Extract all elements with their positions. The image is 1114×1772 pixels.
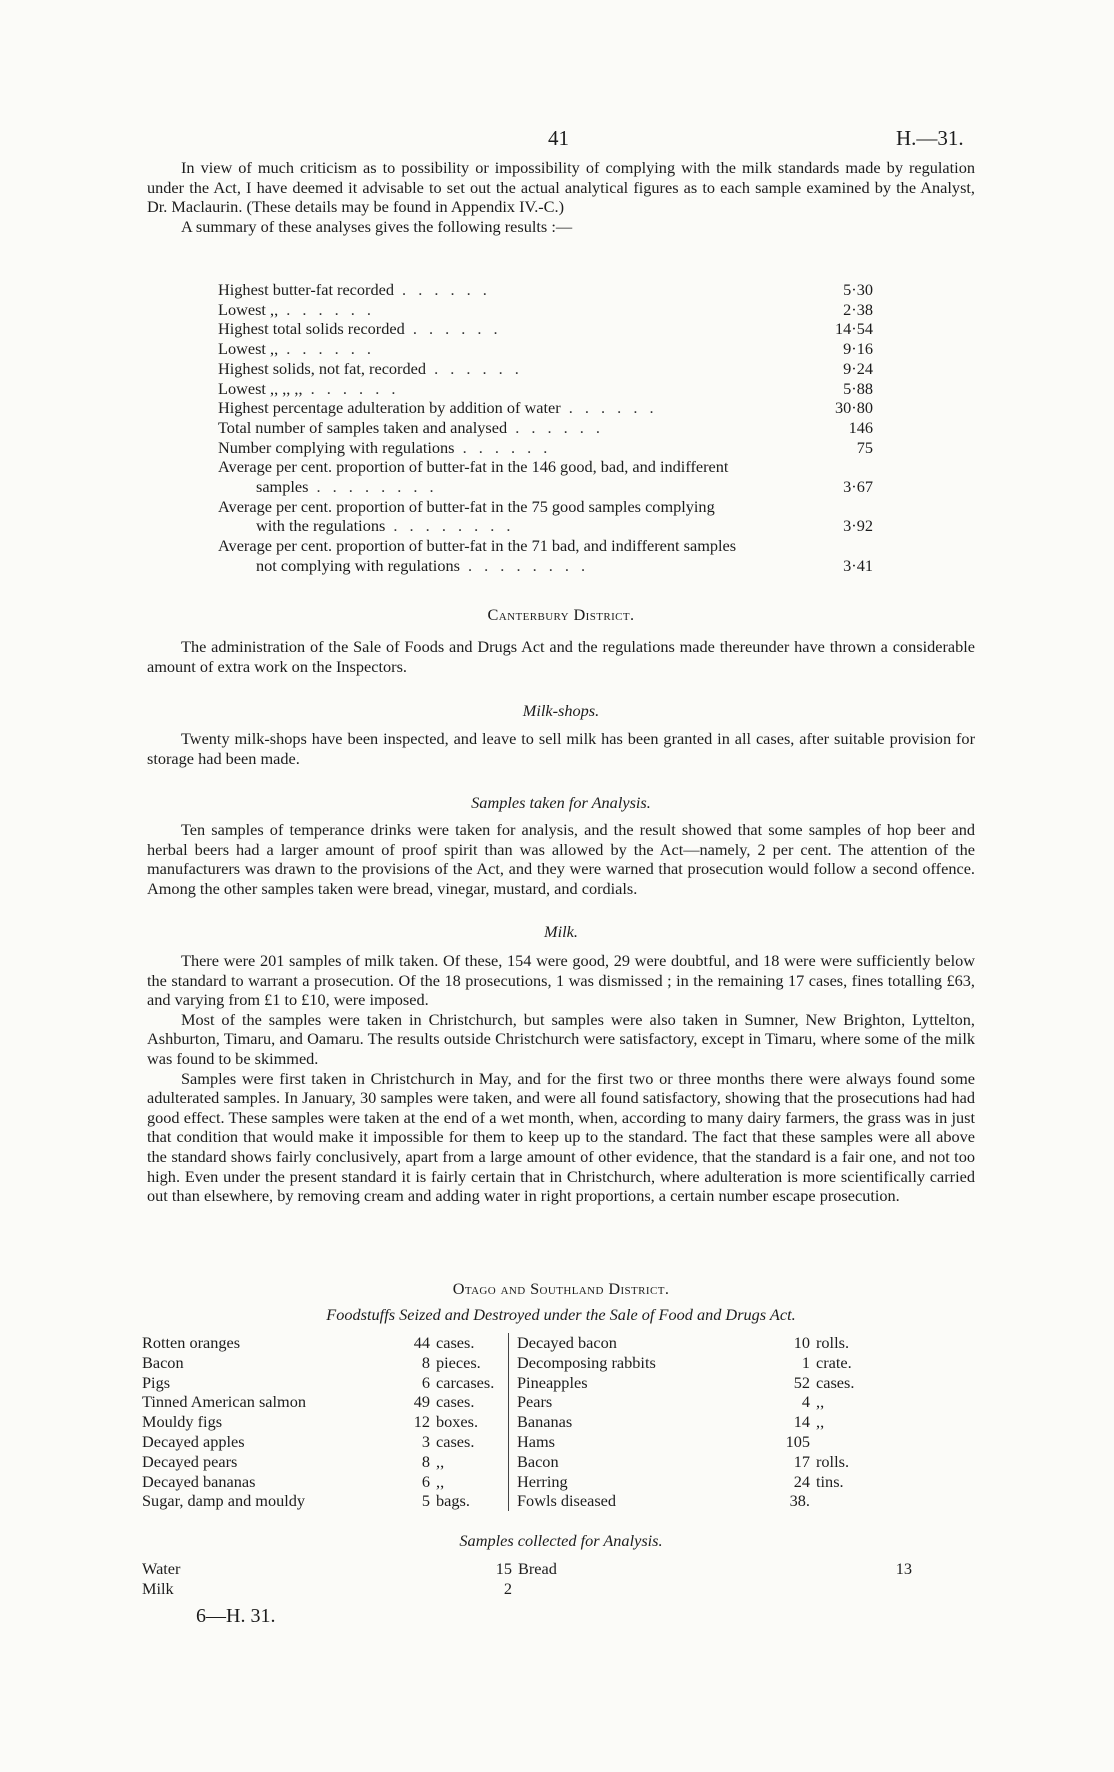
- summary-row: [218, 398, 873, 418]
- item-qty: 5: [421, 1491, 430, 1511]
- leader-dots: . . . . . .: [560, 398, 658, 418]
- item-qty: 24: [793, 1471, 810, 1491]
- summary-label-cont: [218, 516, 821, 536]
- document-reference: H.—31.: [896, 126, 964, 150]
- item-unit: carcases.: [436, 1372, 495, 1392]
- summary-label: Average per cent. proportion of butter-fat in the 75 good samples complying: [218, 496, 715, 516]
- summary-row: [218, 280, 873, 300]
- summary-row: [218, 418, 873, 438]
- milkshops-section: [147, 729, 975, 768]
- summary-row: [218, 359, 873, 379]
- summary-label-text: not complying with regulations: [256, 555, 460, 575]
- item-unit: ,,: [436, 1471, 445, 1491]
- summary-row: [218, 497, 873, 517]
- item-qty: 17: [793, 1451, 810, 1471]
- summary-row: [218, 339, 873, 359]
- leader-dots: . . . . . . . .: [385, 516, 515, 536]
- sample-qty: [888, 1579, 912, 1599]
- summary-value: 9·16: [843, 339, 873, 359]
- item-unit: cases.: [816, 1372, 855, 1392]
- otago-subheading: Foodstuffs Seized and Destroyed under the Sale of Food and Drugs Act.: [326, 1305, 796, 1324]
- item-qty: 6: [421, 1471, 430, 1491]
- item-name: Pears: [509, 1392, 773, 1412]
- seized-row: [142, 1373, 866, 1393]
- otago-samples-heading: Samples collected for Analysis.: [459, 1531, 663, 1550]
- item-name: Bacon: [142, 1352, 184, 1372]
- leader-dots: . . . . . . . .: [459, 555, 590, 575]
- summary-label-text: Highest total solids recorded: [218, 319, 405, 339]
- item-qty: 4: [801, 1392, 810, 1412]
- canterbury-intro: [147, 637, 975, 676]
- summary-label: [218, 339, 821, 359]
- item-unit: crate.: [816, 1352, 852, 1372]
- item-name: Bananas: [509, 1412, 773, 1432]
- item-qty: 38.: [789, 1491, 810, 1511]
- item-unit: [816, 1491, 866, 1511]
- sample-row: [142, 1579, 912, 1599]
- seized-foodstuffs-table: [142, 1333, 866, 1511]
- item-unit: tins.: [816, 1471, 844, 1491]
- item-qty: 10: [793, 1333, 810, 1352]
- summary-label-text: Lowest ,, ,, ,,: [218, 378, 303, 398]
- item-name: Mouldy figs: [142, 1412, 223, 1432]
- analysis-summary-table: [218, 280, 873, 576]
- item-qty: 8: [421, 1352, 430, 1372]
- item-name: Pineapples: [509, 1373, 773, 1393]
- summary-label: Average per cent. proportion of butter-fat in the 71 bad, and indifferent samples: [218, 536, 737, 556]
- item-unit: boxes.: [436, 1412, 479, 1432]
- summary-value: 14·54: [835, 319, 873, 339]
- item-unit: cases.: [436, 1392, 475, 1412]
- summary-label: [218, 359, 821, 379]
- item-name: Fowls diseased: [509, 1491, 773, 1511]
- item-name: Herring: [509, 1472, 773, 1492]
- summary-value: 75: [856, 437, 873, 457]
- summary-value: 5·88: [843, 378, 873, 398]
- seized-row: [142, 1491, 866, 1511]
- summary-row: [218, 516, 873, 536]
- sample-name: Milk: [142, 1578, 174, 1598]
- summary-label-text: Lowest ,,: [218, 299, 279, 319]
- seized-row: [142, 1432, 866, 1452]
- sample-name: Bread: [518, 1559, 557, 1578]
- intro-section: [147, 158, 975, 236]
- item-name: Rotten oranges: [142, 1333, 241, 1352]
- summary-row: [218, 477, 873, 497]
- summary-label: [218, 398, 821, 418]
- item-qty: 6: [421, 1372, 430, 1392]
- leader-dots: . . . . . .: [393, 280, 491, 299]
- summary-label-text: Highest butter-fat recorded: [218, 280, 394, 299]
- item-name: Decayed bacon: [509, 1333, 773, 1353]
- item-qty: 49: [413, 1392, 430, 1412]
- summary-row: [218, 319, 873, 339]
- summary-row: [218, 556, 873, 576]
- item-qty: 14: [793, 1412, 810, 1432]
- milkshops-para: Twenty milk-shops have been inspected, and leave to sell milk has been granted in all cases, after suitable provision for storage had been made.: [147, 729, 975, 768]
- summary-value: 146: [848, 417, 873, 437]
- summary-label-text: with the regulations: [256, 516, 386, 536]
- item-unit: ,,: [436, 1451, 445, 1471]
- summary-value: 3·92: [843, 516, 873, 536]
- summary-value: 9·24: [843, 358, 873, 378]
- item-qty: 52: [793, 1372, 810, 1392]
- summary-lead: A summary of these analyses gives the following results :—: [181, 216, 573, 236]
- milk-section: [147, 951, 975, 1206]
- leader-dots: . . . . . .: [507, 417, 604, 437]
- summary-label: [218, 319, 821, 339]
- milk-heading: Milk.: [544, 922, 578, 941]
- item-qty: 8: [421, 1451, 430, 1471]
- summary-value: 30·80: [835, 398, 873, 418]
- summary-label: [218, 438, 821, 458]
- canterbury-heading: Canterbury District.: [487, 605, 635, 624]
- item-unit: cases.: [436, 1431, 475, 1451]
- item-name: Decomposing rabbits: [509, 1353, 773, 1373]
- item-unit: ,,: [816, 1392, 825, 1412]
- item-unit: bags.: [436, 1491, 470, 1511]
- item-qty: 105: [785, 1431, 810, 1451]
- samples-heading: Samples taken for Analysis.: [471, 793, 651, 812]
- summary-row: [218, 300, 873, 320]
- otago-heading: Otago and Southland District.: [452, 1279, 670, 1298]
- item-unit: ,,: [816, 1412, 825, 1432]
- sample-row: [142, 1559, 912, 1579]
- milkshops-heading: Milk-shops.: [522, 701, 600, 720]
- leader-dots: . . . . . .: [302, 378, 400, 398]
- leader-dots: . . . . . . . .: [308, 477, 438, 497]
- item-name: Pigs: [142, 1372, 171, 1392]
- seized-row: [142, 1333, 866, 1353]
- summary-label-text: Number complying with regulations: [218, 437, 455, 457]
- sample-name: Water: [142, 1559, 181, 1578]
- summary-value: 2·38: [843, 299, 873, 319]
- item-name: Bacon: [509, 1452, 773, 1472]
- milk-para-3: Samples were first taken in Christchurch in May, and for the first two or three months there were always found some adulterated samples. In January, 30 samples were taken, and were all found satisfactory, showing that the prosecutions had had good effect. These samples were taken at the end of a wet month, when, according to many dairy farmers, the grass was in just that condition that would make it impossible for them to keep up to the standard. The fact that these samples were all above the standard shows fairly conclusively, apart from a large amount of other evidence, that the standard is a fair one, and not too high. Even under the present standard it is fairly certain that in Christchurch, where adulteration is more scientifically carried out than elsewhere, by removing cream and adding water in right proportions, a certain number escape prosecution.: [147, 1068, 975, 1206]
- summary-label-text: Highest solids, not fat, recorded: [218, 358, 426, 378]
- item-qty: 44: [413, 1333, 430, 1352]
- item-name: Tinned American salmon: [142, 1392, 307, 1412]
- summary-label-cont: [218, 556, 821, 576]
- item-name: Sugar, damp and mouldy: [142, 1491, 306, 1511]
- item-name: Decayed apples: [142, 1431, 245, 1451]
- item-name: Decayed pears: [142, 1451, 238, 1471]
- leader-dots: . . . . . .: [426, 358, 523, 378]
- sample-qty: 13: [895, 1559, 912, 1578]
- item-unit: pieces.: [436, 1352, 481, 1372]
- page-number: 41: [548, 126, 569, 150]
- item-name: Hams: [509, 1432, 773, 1452]
- item-qty: 3: [421, 1431, 430, 1451]
- leader-dots: . . . . . .: [278, 339, 375, 359]
- summary-label-text: Highest percentage adulteration by addition of water: [218, 398, 561, 418]
- summary-label-text: Lowest ,,: [218, 339, 279, 359]
- summary-row: [218, 438, 873, 458]
- samples-para: Ten samples of temperance drinks were taken for analysis, and the result showed that some samples of hop beer and herbal beers had a larger amount of proof spirit than was allowed by the Act—namely, 2 per cent. The attention of the manufacturers was drawn to the provisions of the Act, and they were warned that prosecution would follow a second offence. Among the other samples taken were bread, vinegar, mustard, and cordials.: [147, 820, 975, 898]
- summary-label: [218, 300, 821, 320]
- intro-paragraph: In view of much criticism as to possibility or impossibility of complying with the milk standards made by regulation under the Act, I have deemed it advisable to set out the actual analytical figures as to each sample examined by the Analyst, Dr. Maclaurin. (These details may be found in Appendix IV.-C.): [147, 158, 975, 217]
- sample-qty: 15: [495, 1559, 512, 1578]
- samples-section: [147, 820, 975, 898]
- sample-name: [518, 1579, 888, 1599]
- footer-signature: 6—H. 31.: [196, 1605, 276, 1627]
- leader-dots: . . . . . .: [454, 437, 552, 457]
- summary-row: [218, 536, 873, 556]
- sample-qty: 2: [503, 1578, 512, 1598]
- item-unit: rolls.: [816, 1333, 850, 1352]
- item-qty: 12: [413, 1412, 430, 1432]
- seized-row: [142, 1392, 866, 1412]
- summary-label: [218, 280, 821, 300]
- seized-row: [142, 1452, 866, 1472]
- summary-label-text: Total number of samples taken and analysed: [218, 417, 508, 437]
- item-unit: rolls.: [816, 1451, 850, 1471]
- otago-samples-table: [142, 1559, 912, 1599]
- item-qty: 1: [801, 1352, 810, 1372]
- summary-value: 5·30: [843, 280, 873, 299]
- summary-label: [218, 418, 821, 438]
- summary-label: Average per cent. proportion of butter-fat in the 146 good, bad, and indifferent: [218, 457, 729, 477]
- summary-label: [218, 379, 821, 399]
- summary-value: 3·67: [843, 477, 873, 497]
- summary-row: [218, 457, 873, 477]
- summary-value: 3·41: [843, 555, 873, 575]
- summary-label-text: samples: [256, 477, 309, 497]
- summary-label-cont: [218, 477, 821, 497]
- seized-row: [142, 1472, 866, 1492]
- seized-row: [142, 1412, 866, 1432]
- seized-row: [142, 1353, 866, 1373]
- item-unit: cases.: [436, 1333, 475, 1352]
- milk-para-2: Most of the samples were taken in Christchurch, but samples were also taken in Sumner, New Brighton, Lyttelton, Ashburton, Timaru, and Oamaru. The results outside Christchurch were satisfactory, except in Timaru, where some of the milk was found to be skimmed.: [147, 1009, 975, 1068]
- summary-row: [218, 379, 873, 399]
- canterbury-para: The administration of the Sale of Foods and Drugs Act and the regulations made thereunder have thrown a considerable amount of extra work on the Inspectors.: [147, 637, 975, 676]
- leader-dots: . . . . . .: [404, 319, 502, 339]
- leader-dots: . . . . . .: [278, 299, 375, 319]
- milk-para-1: There were 201 samples of milk taken. Of these, 154 were good, 29 were doubtful, and 18 were were sufficiently below the standard to warrant a prosecution. Of the 18 prosecutions, 1 was dismissed ; in the remaining 17 cases, fines totalling £63, and varying from £1 to £10, were imposed.: [147, 951, 975, 1010]
- item-name: Decayed bananas: [142, 1471, 256, 1491]
- item-unit: [816, 1432, 866, 1452]
